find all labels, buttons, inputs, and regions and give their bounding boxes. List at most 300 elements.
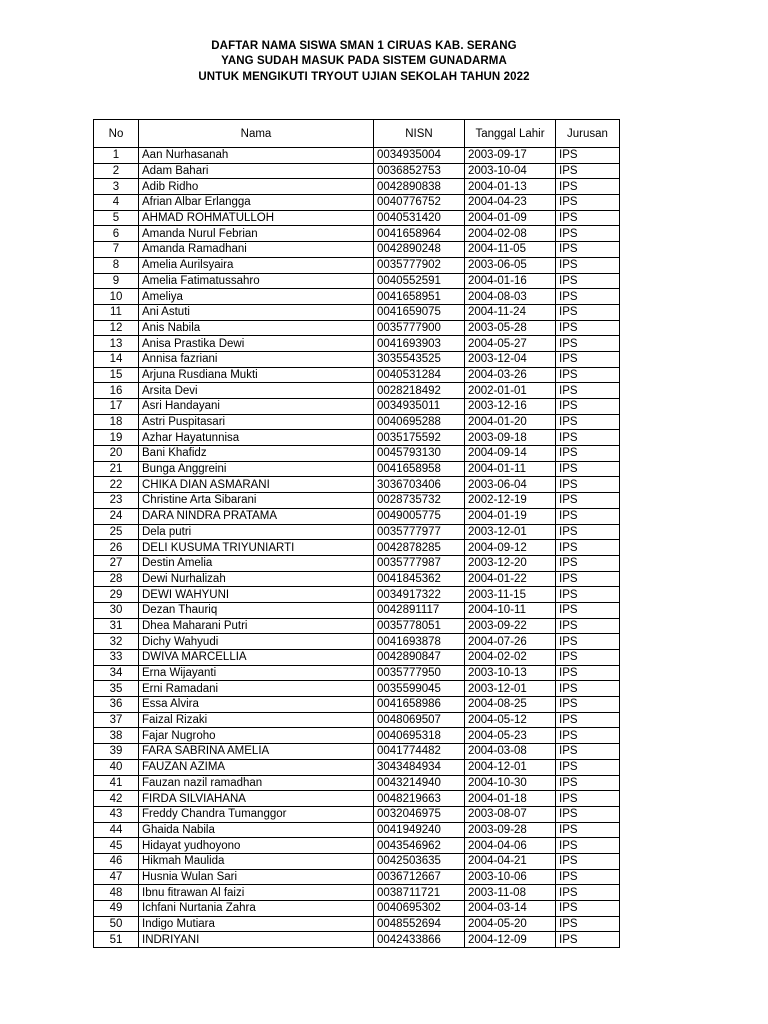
cell-jurusan: IPS (556, 728, 620, 744)
cell-jurusan: IPS (556, 932, 620, 948)
cell-jurusan: IPS (556, 634, 620, 650)
cell-no: 12 (94, 320, 139, 336)
cell-nisn: 0041658964 (374, 226, 465, 242)
column-header-nisn: NISN (374, 120, 465, 148)
cell-no: 38 (94, 728, 139, 744)
cell-nisn: 0043546962 (374, 838, 465, 854)
cell-no: 13 (94, 336, 139, 352)
cell-tanggal-lahir: 2004-03-26 (465, 367, 556, 383)
table-row (94, 524, 620, 540)
cell-nisn: 3043484934 (374, 759, 465, 775)
cell-nama: Bani Khafidz (139, 446, 374, 462)
cell-tanggal-lahir: 2003-09-18 (465, 430, 556, 446)
cell-nisn: 0042890847 (374, 650, 465, 666)
cell-tanggal-lahir: 2003-10-13 (465, 665, 556, 681)
cell-nama: AHMAD ROHMATULLOH (139, 210, 374, 226)
cell-no: 6 (94, 226, 139, 242)
cell-tanggal-lahir: 2004-01-16 (465, 273, 556, 289)
cell-nama: DELI KUSUMA TRIYUNIARTI (139, 540, 374, 556)
table-row (94, 179, 620, 195)
cell-nama: Hikmah Maulida (139, 853, 374, 869)
cell-nama: FARA SABRINA AMELIA (139, 744, 374, 760)
cell-nisn: 0040695318 (374, 728, 465, 744)
cell-jurusan: IPS (556, 367, 620, 383)
cell-no: 27 (94, 555, 139, 571)
cell-jurusan: IPS (556, 351, 620, 367)
table-row (94, 665, 620, 681)
cell-nisn: 0048069507 (374, 712, 465, 728)
cell-nama: Dichy Wahyudi (139, 634, 374, 650)
cell-tanggal-lahir: 2004-08-03 (465, 289, 556, 305)
table-row (94, 650, 620, 666)
cell-nisn: 0041658958 (374, 461, 465, 477)
cell-nama: Adam Bahari (139, 163, 374, 179)
cell-nisn: 0041774482 (374, 744, 465, 760)
cell-tanggal-lahir: 2002-12-19 (465, 493, 556, 509)
table-row (94, 901, 620, 917)
cell-no: 29 (94, 587, 139, 603)
cell-jurusan: IPS (556, 885, 620, 901)
cell-nisn: 0041658951 (374, 289, 465, 305)
cell-nama: Dela putri (139, 524, 374, 540)
table-row (94, 226, 620, 242)
cell-no: 51 (94, 932, 139, 948)
cell-tanggal-lahir: 2004-02-02 (465, 650, 556, 666)
cell-nisn: 0035777902 (374, 257, 465, 273)
cell-no: 11 (94, 304, 139, 320)
table-row (94, 210, 620, 226)
cell-tanggal-lahir: 2004-08-25 (465, 697, 556, 713)
cell-nisn: 0038711721 (374, 885, 465, 901)
table-row (94, 477, 620, 493)
cell-jurusan: IPS (556, 869, 620, 885)
cell-nisn: 0041949240 (374, 822, 465, 838)
cell-nama: CHIKA DIAN ASMARANI (139, 477, 374, 493)
cell-nama: Erni Ramadani (139, 681, 374, 697)
cell-nama: Ameliya (139, 289, 374, 305)
cell-tanggal-lahir: 2004-05-12 (465, 712, 556, 728)
cell-no: 37 (94, 712, 139, 728)
table-row (94, 383, 620, 399)
cell-tanggal-lahir: 2004-04-23 (465, 195, 556, 211)
cell-nisn: 0034917322 (374, 587, 465, 603)
table-row (94, 602, 620, 618)
cell-nisn: 0042890248 (374, 242, 465, 258)
cell-tanggal-lahir: 2004-10-11 (465, 602, 556, 618)
cell-tanggal-lahir: 2004-03-14 (465, 901, 556, 917)
cell-no: 2 (94, 163, 139, 179)
cell-tanggal-lahir: 2003-09-22 (465, 618, 556, 634)
table-row (94, 885, 620, 901)
cell-tanggal-lahir: 2004-07-26 (465, 634, 556, 650)
table-row (94, 822, 620, 838)
cell-nama: Anis Nabila (139, 320, 374, 336)
document-title-line-3: UNTUK MENGIKUTI TRYOUT UJIAN SEKOLAH TAHUN 2022 (198, 71, 530, 83)
cell-tanggal-lahir: 2003-06-05 (465, 257, 556, 273)
cell-tanggal-lahir: 2003-09-17 (465, 148, 556, 164)
cell-no: 9 (94, 273, 139, 289)
cell-nisn: 0042878285 (374, 540, 465, 556)
cell-nisn: 0045793130 (374, 446, 465, 462)
table-row (94, 853, 620, 869)
cell-jurusan: IPS (556, 775, 620, 791)
table-row (94, 399, 620, 415)
cell-nisn: 0049005775 (374, 508, 465, 524)
cell-nama: Ibnu fitrawan Al faizi (139, 885, 374, 901)
cell-no: 42 (94, 791, 139, 807)
cell-tanggal-lahir: 2003-12-01 (465, 681, 556, 697)
table-row (94, 869, 620, 885)
cell-nisn: 0040531284 (374, 367, 465, 383)
cell-jurusan: IPS (556, 430, 620, 446)
cell-nisn: 0034935011 (374, 399, 465, 415)
cell-jurusan: IPS (556, 665, 620, 681)
cell-jurusan: IPS (556, 399, 620, 415)
cell-tanggal-lahir: 2004-01-20 (465, 414, 556, 430)
cell-no: 26 (94, 540, 139, 556)
cell-jurusan: IPS (556, 257, 620, 273)
cell-jurusan: IPS (556, 744, 620, 760)
cell-tanggal-lahir: 2004-09-12 (465, 540, 556, 556)
cell-nama: Adib Ridho (139, 179, 374, 195)
cell-nisn: 0041659075 (374, 304, 465, 320)
cell-no: 41 (94, 775, 139, 791)
cell-nama: Freddy Chandra Tumanggor (139, 806, 374, 822)
cell-no: 39 (94, 744, 139, 760)
table-row (94, 508, 620, 524)
table-row (94, 351, 620, 367)
cell-no: 30 (94, 602, 139, 618)
cell-no: 16 (94, 383, 139, 399)
cell-tanggal-lahir: 2003-11-15 (465, 587, 556, 603)
table-row (94, 791, 620, 807)
cell-no: 20 (94, 446, 139, 462)
cell-no: 1 (94, 148, 139, 164)
cell-nama: Destin Amelia (139, 555, 374, 571)
cell-no: 24 (94, 508, 139, 524)
table-row (94, 257, 620, 273)
table-row (94, 916, 620, 932)
cell-nisn: 0041658986 (374, 697, 465, 713)
cell-no: 7 (94, 242, 139, 258)
cell-tanggal-lahir: 2004-05-20 (465, 916, 556, 932)
cell-no: 34 (94, 665, 139, 681)
table-row (94, 838, 620, 854)
table-row (94, 148, 620, 164)
cell-nama: Astri Puspitasari (139, 414, 374, 430)
cell-no: 40 (94, 759, 139, 775)
cell-nama: FIRDA SILVIAHANA (139, 791, 374, 807)
cell-nama: Ani Astuti (139, 304, 374, 320)
cell-jurusan: IPS (556, 242, 620, 258)
cell-nama: Christine Arta Sibarani (139, 493, 374, 509)
cell-jurusan: IPS (556, 508, 620, 524)
table-row (94, 806, 620, 822)
cell-tanggal-lahir: 2003-11-08 (465, 885, 556, 901)
cell-no: 47 (94, 869, 139, 885)
cell-nisn: 0036852753 (374, 163, 465, 179)
cell-tanggal-lahir: 2004-01-22 (465, 571, 556, 587)
cell-no: 4 (94, 195, 139, 211)
cell-jurusan: IPS (556, 273, 620, 289)
cell-jurusan: IPS (556, 336, 620, 352)
cell-nisn: 0043214940 (374, 775, 465, 791)
cell-no: 36 (94, 697, 139, 713)
cell-tanggal-lahir: 2003-10-04 (465, 163, 556, 179)
table-row (94, 775, 620, 791)
table-row (94, 681, 620, 697)
table-row (94, 304, 620, 320)
document-title-line-2: YANG SUDAH MASUK PADA SISTEM GUNADARMA (221, 55, 507, 67)
cell-jurusan: IPS (556, 477, 620, 493)
cell-no: 25 (94, 524, 139, 540)
table-row (94, 320, 620, 336)
cell-jurusan: IPS (556, 414, 620, 430)
cell-nisn: 0040695288 (374, 414, 465, 430)
cell-jurusan: IPS (556, 822, 620, 838)
cell-tanggal-lahir: 2004-01-09 (465, 210, 556, 226)
table-row (94, 195, 620, 211)
cell-jurusan: IPS (556, 838, 620, 854)
cell-nisn: 0042890838 (374, 179, 465, 195)
cell-nama: DWIVA MARCELLIA (139, 650, 374, 666)
cell-nisn: 0035778051 (374, 618, 465, 634)
cell-nama: Fauzan nazil ramadhan (139, 775, 374, 791)
cell-nisn: 0042891117 (374, 602, 465, 618)
cell-tanggal-lahir: 2004-12-09 (465, 932, 556, 948)
cell-nama: DEWI WAHYUNI (139, 587, 374, 603)
cell-nama: INDRIYANI (139, 932, 374, 948)
table-row (94, 540, 620, 556)
cell-tanggal-lahir: 2004-05-23 (465, 728, 556, 744)
table-row (94, 242, 620, 258)
table-row (94, 634, 620, 650)
cell-tanggal-lahir: 2004-12-01 (465, 759, 556, 775)
cell-tanggal-lahir: 2003-12-04 (465, 351, 556, 367)
cell-tanggal-lahir: 2004-04-06 (465, 838, 556, 854)
cell-nisn: 0035599045 (374, 681, 465, 697)
table-row (94, 759, 620, 775)
column-header-jurusan: Jurusan (556, 120, 620, 148)
table-row (94, 273, 620, 289)
cell-nisn: 0048219663 (374, 791, 465, 807)
cell-no: 22 (94, 477, 139, 493)
cell-tanggal-lahir: 2004-03-08 (465, 744, 556, 760)
cell-nisn: 0042503635 (374, 853, 465, 869)
cell-nisn: 0048552694 (374, 916, 465, 932)
cell-nama: Fajar Nugroho (139, 728, 374, 744)
column-header-no: No (94, 120, 139, 148)
cell-nisn: 0041845362 (374, 571, 465, 587)
cell-jurusan: IPS (556, 806, 620, 822)
cell-nama: Indigo Mutiara (139, 916, 374, 932)
cell-tanggal-lahir: 2004-01-19 (465, 508, 556, 524)
table-row (94, 932, 620, 948)
cell-nisn: 0035175592 (374, 430, 465, 446)
cell-nisn: 0036712667 (374, 869, 465, 885)
cell-tanggal-lahir: 2004-01-13 (465, 179, 556, 195)
cell-nama: Dhea Maharani Putri (139, 618, 374, 634)
cell-nama: Annisa fazriani (139, 351, 374, 367)
cell-nama: Amanda Nurul Febrian (139, 226, 374, 242)
cell-jurusan: IPS (556, 901, 620, 917)
cell-nama: Amanda Ramadhani (139, 242, 374, 258)
cell-no: 3 (94, 179, 139, 195)
table-header-row (94, 120, 620, 148)
cell-jurusan: IPS (556, 681, 620, 697)
cell-jurusan: IPS (556, 446, 620, 462)
cell-jurusan: IPS (556, 493, 620, 509)
cell-tanggal-lahir: 2004-09-14 (465, 446, 556, 462)
cell-no: 17 (94, 399, 139, 415)
cell-tanggal-lahir: 2003-12-01 (465, 524, 556, 540)
cell-jurusan: IPS (556, 524, 620, 540)
cell-no: 43 (94, 806, 139, 822)
cell-nisn: 0041693878 (374, 634, 465, 650)
cell-jurusan: IPS (556, 555, 620, 571)
cell-jurusan: IPS (556, 289, 620, 305)
cell-no: 35 (94, 681, 139, 697)
cell-nama: Bunga Anggreini (139, 461, 374, 477)
cell-no: 5 (94, 210, 139, 226)
cell-nama: Dewi Nurhalizah (139, 571, 374, 587)
table-row (94, 461, 620, 477)
cell-no: 33 (94, 650, 139, 666)
cell-jurusan: IPS (556, 210, 620, 226)
cell-nama: Hidayat yudhoyono (139, 838, 374, 854)
cell-nama: Dezan Thauriq (139, 602, 374, 618)
cell-tanggal-lahir: 2003-10-06 (465, 869, 556, 885)
cell-nama: Afrian Albar Erlangga (139, 195, 374, 211)
cell-nama: Aan Nurhasanah (139, 148, 374, 164)
table-row (94, 712, 620, 728)
cell-jurusan: IPS (556, 461, 620, 477)
table-row (94, 367, 620, 383)
cell-no: 14 (94, 351, 139, 367)
cell-no: 19 (94, 430, 139, 446)
cell-tanggal-lahir: 2003-05-28 (465, 320, 556, 336)
table-row (94, 555, 620, 571)
cell-no: 10 (94, 289, 139, 305)
cell-jurusan: IPS (556, 571, 620, 587)
cell-nama: DARA NINDRA PRATAMA (139, 508, 374, 524)
cell-tanggal-lahir: 2004-01-11 (465, 461, 556, 477)
cell-jurusan: IPS (556, 916, 620, 932)
cell-tanggal-lahir: 2004-04-21 (465, 853, 556, 869)
cell-no: 21 (94, 461, 139, 477)
cell-no: 18 (94, 414, 139, 430)
cell-nisn: 0028735732 (374, 493, 465, 509)
cell-no: 32 (94, 634, 139, 650)
cell-jurusan: IPS (556, 587, 620, 603)
cell-nisn: 0040531420 (374, 210, 465, 226)
cell-nisn: 0040776752 (374, 195, 465, 211)
cell-tanggal-lahir: 2004-01-18 (465, 791, 556, 807)
table-row (94, 446, 620, 462)
cell-no: 45 (94, 838, 139, 854)
cell-jurusan: IPS (556, 697, 620, 713)
cell-nama: Amelia Aurilsyaira (139, 257, 374, 273)
cell-nama: Ichfani Nurtania Zahra (139, 901, 374, 917)
cell-jurusan: IPS (556, 618, 620, 634)
cell-tanggal-lahir: 2003-12-20 (465, 555, 556, 571)
cell-nisn: 0028218492 (374, 383, 465, 399)
cell-nama: Husnia Wulan Sari (139, 869, 374, 885)
cell-nisn: 0042433866 (374, 932, 465, 948)
table-row (94, 414, 620, 430)
cell-jurusan: IPS (556, 148, 620, 164)
document-title-line-1: DAFTAR NAMA SISWA SMAN 1 CIRUAS KAB. SERANG (211, 40, 517, 52)
student-table (93, 119, 620, 948)
column-header-nama: Nama (139, 120, 374, 148)
table-row (94, 697, 620, 713)
cell-jurusan: IPS (556, 163, 620, 179)
cell-jurusan: IPS (556, 540, 620, 556)
cell-nama: Azhar Hayatunnisa (139, 430, 374, 446)
cell-tanggal-lahir: 2004-11-05 (465, 242, 556, 258)
table-row (94, 430, 620, 446)
cell-nama: FAUZAN AZIMA (139, 759, 374, 775)
table-row (94, 744, 620, 760)
cell-jurusan: IPS (556, 179, 620, 195)
cell-jurusan: IPS (556, 195, 620, 211)
cell-jurusan: IPS (556, 791, 620, 807)
cell-jurusan: IPS (556, 226, 620, 242)
cell-nisn: 0035777900 (374, 320, 465, 336)
cell-tanggal-lahir: 2003-06-04 (465, 477, 556, 493)
cell-no: 31 (94, 618, 139, 634)
cell-no: 23 (94, 493, 139, 509)
cell-tanggal-lahir: 2004-05-27 (465, 336, 556, 352)
cell-nama: Erna Wijayanti (139, 665, 374, 681)
table-body (94, 148, 620, 948)
table-row (94, 493, 620, 509)
table-row (94, 571, 620, 587)
cell-nisn: 0040695302 (374, 901, 465, 917)
cell-jurusan: IPS (556, 712, 620, 728)
cell-nama: Ghaida Nabila (139, 822, 374, 838)
cell-no: 46 (94, 853, 139, 869)
cell-nama: Arsita Devi (139, 383, 374, 399)
cell-nisn: 0032046975 (374, 806, 465, 822)
cell-tanggal-lahir: 2003-12-16 (465, 399, 556, 415)
cell-nisn: 0035777950 (374, 665, 465, 681)
cell-no: 49 (94, 901, 139, 917)
cell-tanggal-lahir: 2002-01-01 (465, 383, 556, 399)
table-row (94, 163, 620, 179)
cell-nisn: 0035777977 (374, 524, 465, 540)
cell-tanggal-lahir: 2004-02-08 (465, 226, 556, 242)
cell-nisn: 3036703406 (374, 477, 465, 493)
cell-nisn: 0041693903 (374, 336, 465, 352)
cell-no: 44 (94, 822, 139, 838)
cell-tanggal-lahir: 2004-11-24 (465, 304, 556, 320)
cell-nama: Faizal Rizaki (139, 712, 374, 728)
cell-no: 15 (94, 367, 139, 383)
cell-nisn: 3035543525 (374, 351, 465, 367)
cell-tanggal-lahir: 2003-08-07 (465, 806, 556, 822)
table-row (94, 728, 620, 744)
cell-jurusan: IPS (556, 602, 620, 618)
cell-no: 28 (94, 571, 139, 587)
cell-no: 48 (94, 885, 139, 901)
table-row (94, 289, 620, 305)
cell-jurusan: IPS (556, 853, 620, 869)
cell-nama: Essa Alvira (139, 697, 374, 713)
cell-nisn: 0035777987 (374, 555, 465, 571)
cell-nama: Anisa Prastika Dewi (139, 336, 374, 352)
cell-jurusan: IPS (556, 650, 620, 666)
